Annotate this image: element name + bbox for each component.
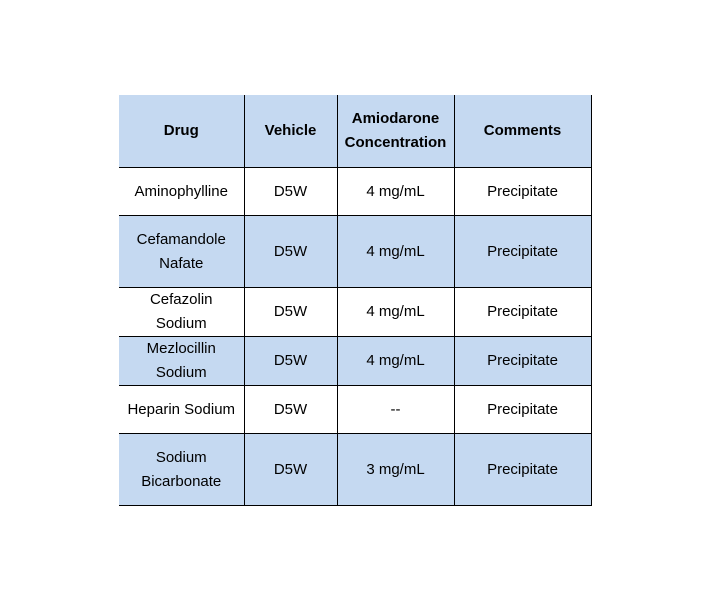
drug-name-line1: Mezlocillin [146, 340, 216, 357]
drug-name-line2: Sodium [155, 364, 207, 381]
drug-name-line2: Bicarbonate [141, 472, 222, 490]
cell-vehicle: D5W [244, 288, 337, 337]
table-header-row [119, 95, 591, 168]
drug-name-line1: Sodium [155, 448, 207, 466]
cell-concentration: 4 mg/mL [337, 168, 454, 216]
cell-drug [119, 216, 244, 288]
header-drug [119, 95, 244, 168]
table-row [119, 168, 591, 216]
cell-vehicle: D5W [244, 168, 337, 216]
cell-comments: Precipitate [454, 386, 591, 434]
cell-comments: Precipitate [454, 288, 591, 337]
cell-concentration: 4 mg/mL [337, 337, 454, 386]
table-row [119, 288, 591, 337]
drug-compatibility-table [119, 95, 592, 506]
drug-name-line1: Cefazolin [149, 291, 213, 308]
header-drug-label: Drug [163, 122, 199, 139]
cell-vehicle: D5W [244, 434, 337, 506]
cell-drug [119, 288, 244, 337]
header-concentration [337, 95, 454, 168]
drug-name: Aminophylline [134, 182, 228, 200]
cell-concentration: 4 mg/mL [337, 216, 454, 288]
cell-concentration: 4 mg/mL [337, 288, 454, 337]
cell-comments: Precipitate [454, 216, 591, 288]
header-concentration-line2: Concentration [344, 134, 447, 151]
header-comments [454, 95, 591, 168]
table-row [119, 434, 591, 506]
header-concentration-line1: Amiodarone [351, 110, 440, 127]
cell-comments: Precipitate [454, 434, 591, 506]
header-vehicle [244, 95, 337, 168]
drug-name-line2: Nafate [159, 254, 204, 272]
cell-concentration: 3 mg/mL [337, 434, 454, 506]
table-row [119, 216, 591, 288]
header-vehicle-label: Vehicle [264, 122, 317, 139]
cell-drug [119, 434, 244, 506]
cell-vehicle: D5W [244, 386, 337, 434]
cell-drug [119, 386, 244, 434]
cell-vehicle: D5W [244, 216, 337, 288]
drug-name-line2: Sodium [155, 315, 207, 332]
cell-comments: Precipitate [454, 337, 591, 386]
table-row [119, 337, 591, 386]
cell-drug [119, 168, 244, 216]
drug-name-line1: Cefamandole [136, 230, 226, 248]
drug-name: Heparin Sodium [127, 400, 236, 418]
table-row [119, 386, 591, 434]
header-comments-label: Comments [483, 122, 562, 139]
cell-drug [119, 337, 244, 386]
cell-concentration: -- [337, 386, 454, 434]
cell-comments: Precipitate [454, 168, 591, 216]
cell-vehicle: D5W [244, 337, 337, 386]
